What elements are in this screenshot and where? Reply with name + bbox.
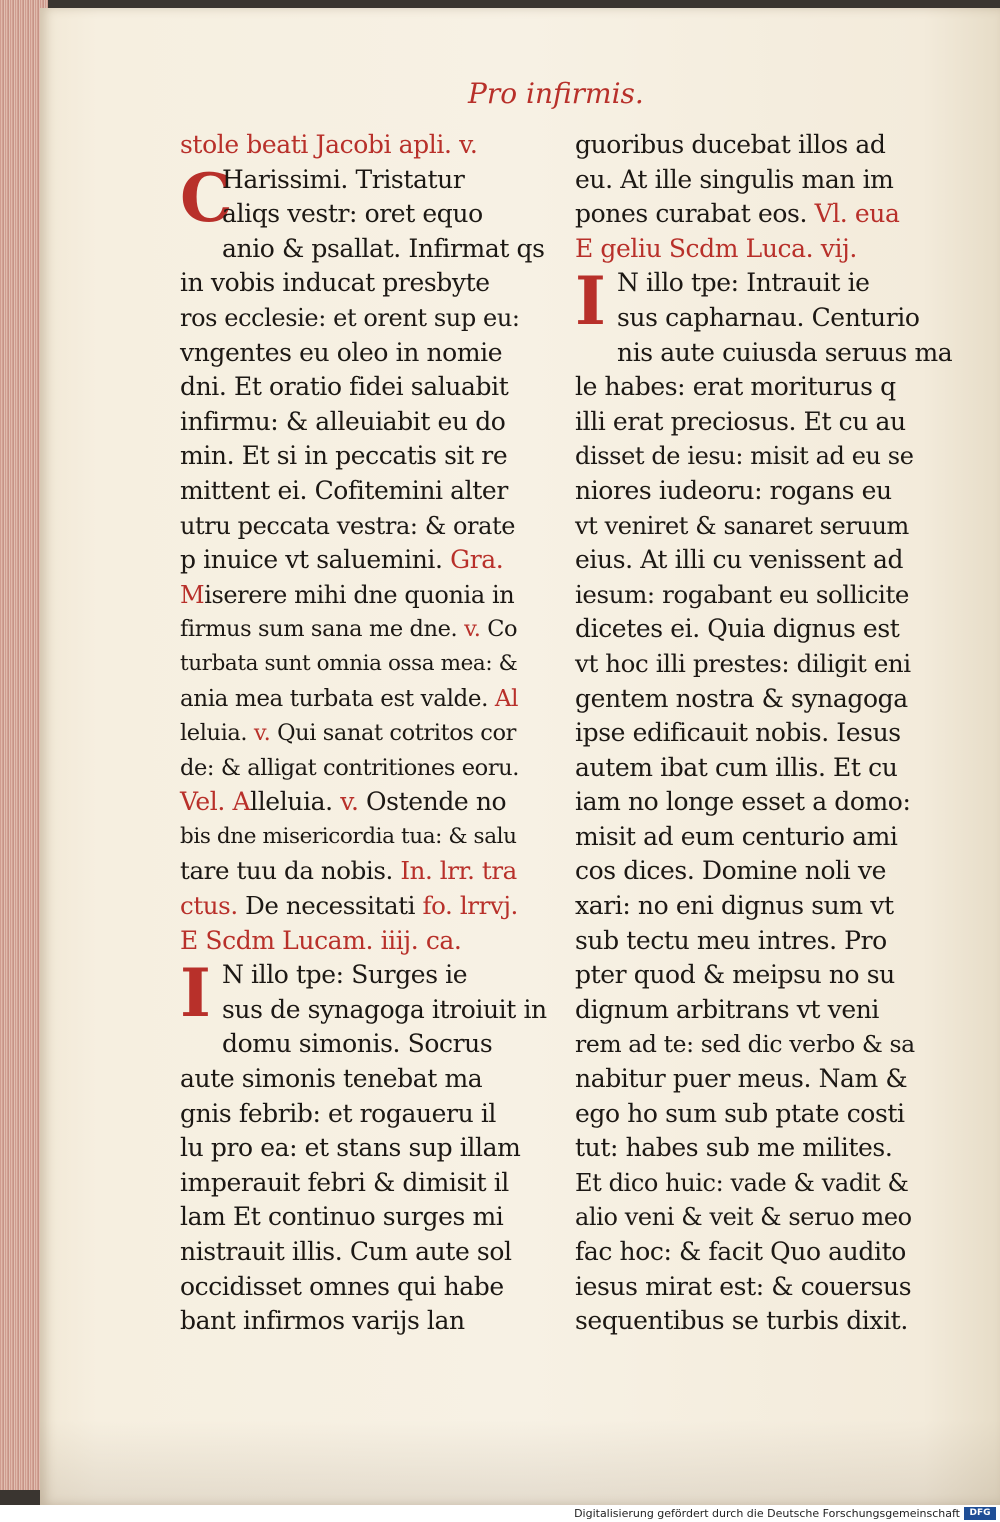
body-text: vt veniret & sanaret seruum <box>575 511 909 540</box>
text-line <box>575 509 915 544</box>
text-line <box>180 889 520 924</box>
text-line <box>180 474 520 509</box>
body-text: eius. At illi cu venissent ad <box>575 545 904 575</box>
body-text: Qui sanat cotritos cor <box>270 720 516 747</box>
body-text: Et dico huic: vade & vadit & <box>575 1168 909 1197</box>
text-line <box>575 682 915 717</box>
text-line <box>180 751 520 786</box>
text-line <box>575 889 915 924</box>
rubric-text: Gra. <box>450 545 504 575</box>
text-line <box>180 1027 520 1062</box>
rubric-text: E Scdm Lucam. iiij. ca. <box>180 925 462 955</box>
text-line <box>575 474 915 509</box>
body-text: le habes: erat moriturus q <box>575 372 896 402</box>
text-line <box>575 163 915 198</box>
body-text: in vobis inducat presbyte <box>180 268 490 298</box>
text-line <box>180 1270 520 1305</box>
text-line <box>180 1200 520 1235</box>
text-line <box>575 1062 915 1097</box>
body-text: dni. Et oratio fidei saluabit <box>180 372 509 402</box>
body-text: cos dices. Domine noli ve <box>575 856 886 886</box>
body-text: infirmu: & alleuiabit eu do <box>180 406 506 436</box>
body-text: gnis febrib: et rogaueru il <box>180 1098 497 1128</box>
text-line <box>575 578 915 613</box>
text-line <box>575 1166 915 1201</box>
text-line <box>575 1027 915 1062</box>
body-text: anio & psallat. Infirmat qs <box>222 233 545 263</box>
rubric-text: stole beati Jacobi apli. v. <box>180 130 478 159</box>
text-line <box>180 336 520 371</box>
body-text: iam no longe esset a domo: <box>575 787 911 817</box>
text-line <box>575 1235 915 1270</box>
body-text: lam Et continuo surges mi <box>180 1202 504 1232</box>
body-text: bant infirmos varijs lan <box>180 1306 465 1336</box>
body-text: imperauit febri & dimisit il <box>180 1167 509 1197</box>
body-text: sub tectu meu intres. Pro <box>575 925 887 955</box>
text-line <box>180 578 520 613</box>
text-line <box>180 1304 520 1339</box>
text-line <box>180 682 520 717</box>
body-text: vngentes eu oleo in nomie <box>180 337 503 367</box>
body-text: dicetes ei. Quia dignus est <box>575 614 900 644</box>
body-text: autem ibat cum illis. Et cu <box>575 752 898 782</box>
text-line <box>180 854 520 889</box>
body-text: min. Et si in peccatis sit re <box>180 441 508 471</box>
footer-bar <box>0 1505 1000 1522</box>
drop-initial: I <box>180 954 211 1033</box>
body-text: lu pro ea: et stans sup illam <box>180 1133 521 1163</box>
text-line <box>575 924 915 959</box>
text-line <box>575 820 915 855</box>
body-text: Ostende no <box>358 787 507 817</box>
body-text: sus capharnau. Centurio <box>617 302 920 332</box>
text-line <box>575 128 915 163</box>
text-line <box>180 716 520 751</box>
text-line <box>575 1097 915 1132</box>
text-line <box>180 1131 520 1166</box>
text-line <box>575 405 915 440</box>
text-line <box>180 785 520 820</box>
text-line <box>575 232 915 267</box>
rubric-text: M <box>180 580 205 609</box>
body-text: aliqs vestr: oret equo <box>222 199 483 229</box>
body-text: rem ad te: sed dic verbo & sa <box>575 1030 915 1059</box>
text-line <box>575 854 915 889</box>
text-line <box>180 197 520 232</box>
body-text: Co <box>480 616 518 643</box>
text-line <box>180 405 520 440</box>
body-text: leluia. <box>180 720 254 747</box>
rubric-text: In. lrr. tra <box>400 856 517 886</box>
body-text: p inuice vt saluemini. <box>180 545 451 575</box>
text-line <box>575 1200 915 1235</box>
text-line <box>575 1270 915 1305</box>
rubric-text: Vl. eua <box>814 199 900 229</box>
body-text: utru peccata vestra: & orate <box>180 511 516 540</box>
text-line <box>180 993 547 1028</box>
text-line <box>575 301 920 336</box>
rubric-text: v. <box>464 616 481 643</box>
body-text: bis dne misericordia tua: & salu <box>180 823 517 849</box>
text-line <box>575 716 915 751</box>
body-text: nabitur puer meus. Nam & <box>575 1064 908 1094</box>
body-text: N illo tpe: Surges ie <box>222 960 468 990</box>
body-text: domu simonis. Socrus <box>222 1029 493 1059</box>
body-text: iesum: rogabant eu sollicite <box>575 579 910 609</box>
text-line <box>575 993 915 1028</box>
body-text: misit ad eum centurio ami <box>575 821 898 851</box>
body-text: turbata sunt omnia ossa mea: & <box>180 650 518 676</box>
body-text: occidisset omnes qui habe <box>180 1271 504 1301</box>
body-text: eu. At ille singulis man im <box>575 164 894 194</box>
text-line <box>180 1062 520 1097</box>
body-text: Harissimi. Tristatur <box>222 164 465 194</box>
text-line <box>180 924 520 959</box>
text-line <box>180 543 520 578</box>
text-line <box>180 232 545 267</box>
running-head: Pro infirmis. <box>468 77 644 110</box>
body-text: alio veni & veit & seruo meo <box>575 1203 912 1232</box>
text-line <box>180 647 520 682</box>
text-line <box>180 301 520 336</box>
body-text: guoribus ducebat illos ad <box>575 130 886 159</box>
rubric-text: E geliu Scdm Luca. vij. <box>575 233 857 263</box>
text-line <box>180 266 520 301</box>
body-text: de: & alligat contritiones eoru. <box>180 754 520 781</box>
text-line <box>180 1235 520 1270</box>
text-line <box>180 509 520 544</box>
body-text: iesus mirat est: & couersus <box>575 1271 912 1301</box>
body-text: aute simonis tenebat ma <box>180 1064 483 1094</box>
body-text: mittent ei. Cofitemini alter <box>180 475 508 505</box>
text-line <box>575 958 915 993</box>
text-line <box>575 751 915 786</box>
body-text: gentem nostra & synagoga <box>575 683 908 713</box>
text-line <box>575 612 915 647</box>
drop-initial: C <box>180 158 233 237</box>
dfg-logo: DFG <box>964 1507 996 1520</box>
page-shadow <box>40 1420 1000 1505</box>
text-line <box>575 1304 915 1339</box>
body-text: tare tuu da nobis. <box>180 856 401 886</box>
rubric-text: Al <box>494 685 519 712</box>
left-text-column <box>180 128 547 1339</box>
body-text: nistrauit illis. Cum aute sol <box>180 1237 512 1266</box>
body-text: pones curabat eos. <box>575 199 815 229</box>
text-line <box>575 439 915 474</box>
body-text: disset de iesu: misit ad eu se <box>575 442 914 471</box>
text-line <box>575 647 915 682</box>
text-line <box>575 785 915 820</box>
body-text: niores iudeoru: rogans eu <box>575 475 892 505</box>
text-line <box>575 543 915 578</box>
rubric-text: v. <box>253 720 271 747</box>
text-line <box>575 197 915 232</box>
body-text: De necessitati <box>237 891 423 921</box>
body-text: firmus sum sana me dne. <box>180 616 465 643</box>
body-text: ros ecclesie: et orent sup eu: <box>180 303 520 332</box>
text-line <box>180 820 520 855</box>
rubric-text: ctus. <box>180 891 238 921</box>
body-text: xari: no eni dignus sum vt <box>575 891 894 921</box>
body-text: ania mea turbata est valde. <box>180 685 495 712</box>
text-line <box>575 1131 915 1166</box>
rubric-text: v. <box>340 787 359 817</box>
body-text: N illo tpe: Intrauit ie <box>617 268 870 298</box>
body-text: iserere mihi dne quonia in <box>204 580 515 609</box>
body-text: tut: habes sub me milites. <box>575 1133 893 1163</box>
rubric-text: Vel. A <box>180 787 251 817</box>
text-line <box>180 1166 520 1201</box>
text-line <box>575 370 915 405</box>
text-line <box>575 336 953 371</box>
footer-credit: Digitalisierung gefördert durch die Deutsche Forschungsgemeinschaft <box>574 1507 960 1520</box>
body-text: sus de synagoga itroiuit in <box>222 994 547 1024</box>
body-text: ego ho sum sub ptate costi <box>575 1098 905 1128</box>
right-text-column <box>575 128 953 1339</box>
body-text: pter quod & meipsu no su <box>575 960 895 990</box>
body-text: illi erat preciosus. Et cu au <box>575 406 906 436</box>
rubric-text: fo. lrrvj. <box>422 891 518 921</box>
text-line <box>180 439 520 474</box>
body-text: dignum arbitrans vt veni <box>575 994 880 1024</box>
text-line <box>180 612 520 647</box>
text-line <box>180 128 520 163</box>
body-text: ipse edificauit nobis. Iesus <box>575 718 901 748</box>
body-text: lleluia. <box>250 787 341 817</box>
text-line <box>180 1097 520 1132</box>
body-text: nis aute cuiusda seruus ma <box>617 337 953 367</box>
body-text: fac hoc: & facit Quo audito <box>575 1237 906 1266</box>
text-line <box>180 370 520 405</box>
drop-initial: I <box>575 262 606 341</box>
body-text: sequentibus se turbis dixit. <box>575 1306 908 1336</box>
body-text: vt hoc illi prestes: diligit eni <box>575 648 911 678</box>
